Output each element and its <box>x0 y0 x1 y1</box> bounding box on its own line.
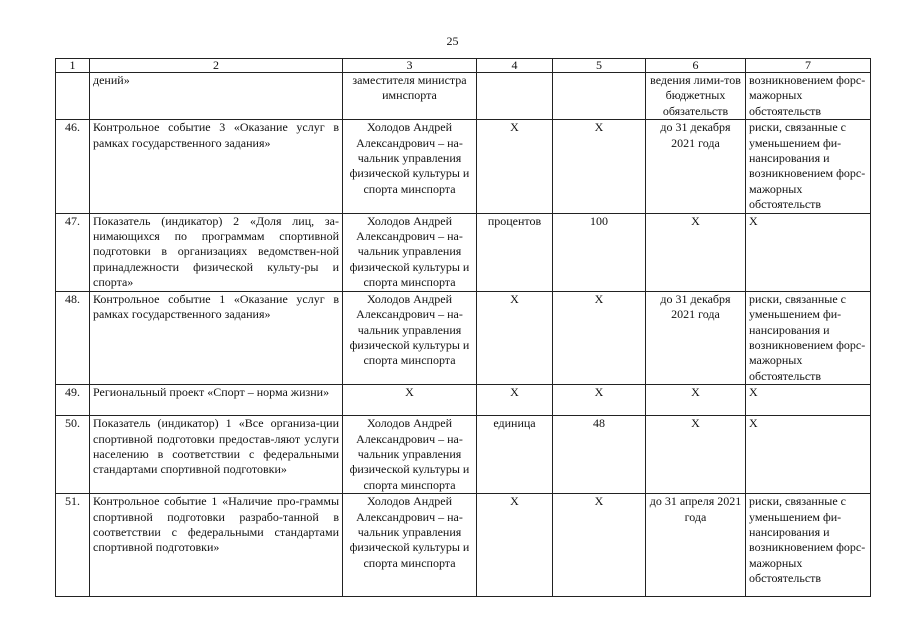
column-number: 6 <box>646 59 746 73</box>
unit-cell: Х <box>477 385 553 416</box>
row-number: 46. <box>56 120 90 213</box>
deadline-cell: до 31 декабря 2021 года <box>646 120 746 213</box>
value-cell: Х <box>553 385 646 416</box>
event-name: Показатель (индикатор) 1 «Все организа-ции спортивной подготовки предостав-ляют услуги населению в соответствии с федеральными стандартами спортивной подготовки» <box>90 416 343 494</box>
responsible-person: Холодов Андрей Александрович – на-чальник управления физической культуры и спорта минспорта <box>343 494 477 597</box>
row-number: 49. <box>56 385 90 416</box>
row-number: 47. <box>56 213 90 291</box>
column-number: 7 <box>746 59 871 73</box>
unit-cell: Х <box>477 120 553 213</box>
table-row <box>56 213 871 291</box>
deadline-cell: до 31 апреля 2021 года <box>646 494 746 597</box>
column-number-row <box>56 59 871 73</box>
event-name: Контрольное событие 3 «Оказание услуг в рамках государственного задания» <box>90 120 343 213</box>
value-cell <box>553 73 646 120</box>
risks-cell: Х <box>746 416 871 494</box>
deadline-cell: до 31 декабря 2021 года <box>646 291 746 384</box>
responsible-person: Холодов Андрей Александрович – на-чальник управления физической культуры и спорта минспорта <box>343 213 477 291</box>
row-number: 50. <box>56 416 90 494</box>
value-cell: 100 <box>553 213 646 291</box>
page-number: 25 <box>446 34 459 48</box>
column-number: 1 <box>56 59 90 73</box>
table-row <box>56 73 871 120</box>
value-cell: Х <box>553 494 646 597</box>
event-name: Контрольное событие 1 «Оказание услуг в рамках государственного задания» <box>90 291 343 384</box>
table-row <box>56 120 871 213</box>
unit-cell: единица <box>477 416 553 494</box>
plan-table <box>55 58 871 597</box>
column-number: 5 <box>553 59 646 73</box>
responsible-person: Холодов Андрей Александрович – на-чальник управления физической культуры и спорта минспорта <box>343 291 477 384</box>
risks-cell: риски, связанные с уменьшением фи-нансирования и возникновением форс-мажорных обстоятельств <box>746 494 871 597</box>
risks-cell: риски, связанные с уменьшением фи-нансирования и возникновением форс-мажорных обстоятельств <box>746 291 871 384</box>
deadline-cell: ведения лими-тов бюджетных обязательств <box>646 73 746 120</box>
event-name: дений» <box>90 73 343 120</box>
row-number: 48. <box>56 291 90 384</box>
unit-cell: Х <box>477 494 553 597</box>
column-number: 2 <box>90 59 343 73</box>
responsible-person: Холодов Андрей Александрович – на-чальник управления физической культуры и спорта минспорта <box>343 120 477 213</box>
row-number <box>56 73 90 120</box>
unit-cell <box>477 73 553 120</box>
risks-cell: возникновением форс-мажорных обстоятельств <box>746 73 871 120</box>
table-row <box>56 291 871 384</box>
risks-cell: риски, связанные с уменьшением фи-нансирования и возникновением форс-мажорных обстоятельств <box>746 120 871 213</box>
event-name: Региональный проект «Спорт – норма жизни» <box>90 385 343 416</box>
event-name: Контрольное событие 1 «Наличие про-граммы спортивной подготовки разрабо-танной в соответствии с федеральными стандартами спортивной подготовки» <box>90 494 343 597</box>
value-cell: Х <box>553 120 646 213</box>
risks-cell: Х <box>746 213 871 291</box>
table-row <box>56 385 871 416</box>
column-number: 4 <box>477 59 553 73</box>
row-number: 51. <box>56 494 90 597</box>
column-number: 3 <box>343 59 477 73</box>
deadline-cell: Х <box>646 416 746 494</box>
responsible-person: Х <box>343 385 477 416</box>
unit-cell: процентов <box>477 213 553 291</box>
responsible-person: заместителя министра имнспорта <box>343 73 477 120</box>
value-cell: Х <box>553 291 646 384</box>
risks-cell: Х <box>746 385 871 416</box>
deadline-cell: Х <box>646 385 746 416</box>
value-cell: 48 <box>553 416 646 494</box>
event-name: Показатель (индикатор) 2 «Доля лиц, за-нимающихся по программам спортивной подготовки в организациях ведомствен-ной принадлежности физической культу-ры и спорта» <box>90 213 343 291</box>
unit-cell: Х <box>477 291 553 384</box>
table-row <box>56 416 871 494</box>
responsible-person: Холодов Андрей Александрович – на-чальник управления физической культуры и спорта минспорта <box>343 416 477 494</box>
deadline-cell: Х <box>646 213 746 291</box>
table-row <box>56 494 871 597</box>
